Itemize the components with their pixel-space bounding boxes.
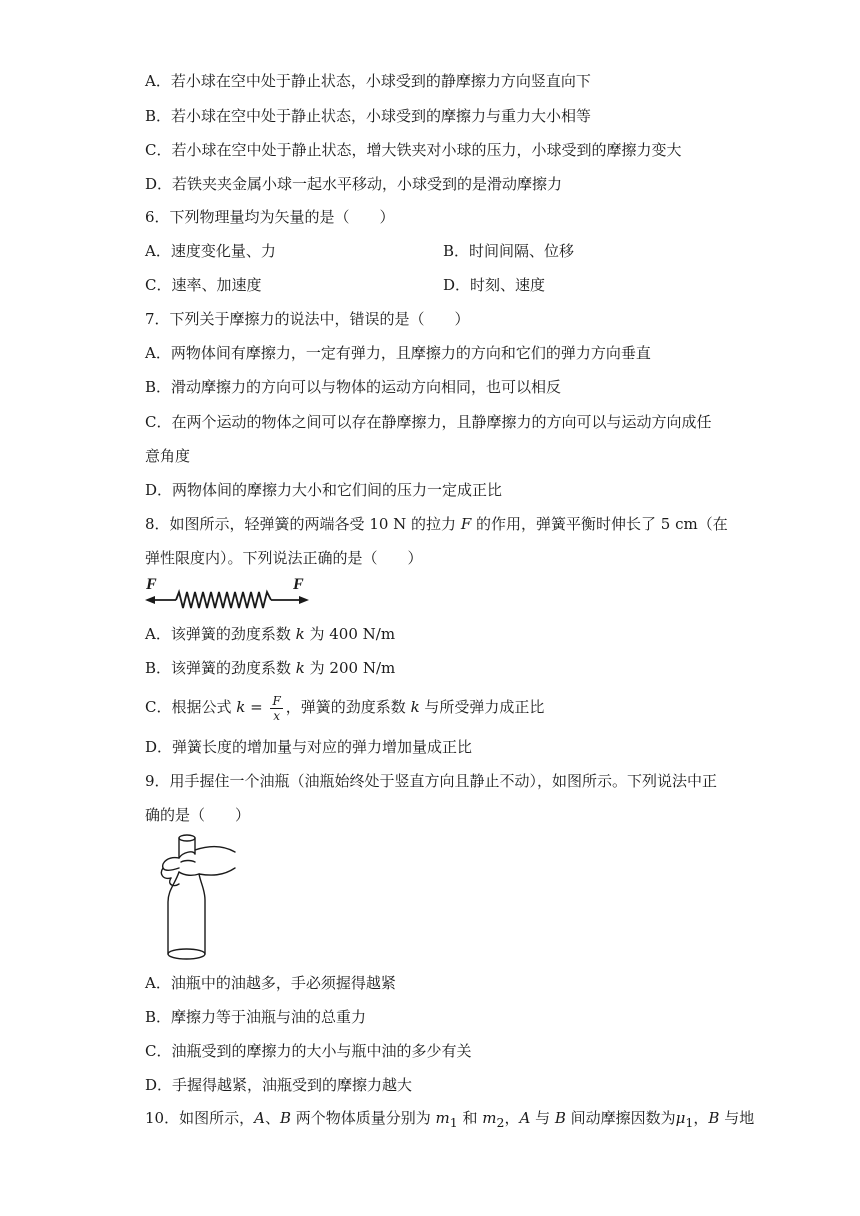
- formula-fraction: $\frac{F}{x}$: [272, 693, 281, 723]
- hand-holding-bottle-icon: [155, 832, 245, 964]
- q8-option-d: D．弹簧长度的增加量与对应的弹力增加量成正比: [145, 738, 473, 756]
- q10-stem-line1: 10．如图所示，A、B 两个物体质量分别为 $m_1$ 和 $m_2$，A 与 B 间动摩擦因数为$\mu_1$，B 与地: [145, 1109, 755, 1130]
- q9-option-d: D．手握得越紧，油瓶受到的摩擦力越大: [145, 1076, 413, 1094]
- q9-stem-line2: 确的是（ ）: [145, 806, 251, 824]
- q6-option-c: C．速率、加速度: [145, 276, 262, 294]
- q5-option-b: B．若小球在空中处于静止状态，小球受到的摩擦力与重力大小相等: [145, 107, 592, 125]
- q8-option-a: A．该弹簧的劲度系数 k 为 400 N/m: [145, 625, 396, 643]
- spring-diagram: [143, 576, 313, 610]
- spring-figure: [143, 576, 313, 610]
- q6-option-b: B．时间间隔、位移: [443, 242, 575, 260]
- arrow-left-icon: [145, 596, 155, 604]
- q8-option-c: C．根据公式 k = $\frac{F}{x}$ ，弹簧的劲度系数 k 与所受弹力成正比: [145, 693, 545, 723]
- q6-option-d: D．时刻、速度: [443, 276, 546, 294]
- q7-option-b: B．滑动摩擦力的方向可以与物体的运动方向相同，也可以相反: [145, 378, 562, 396]
- q7-option-a: A．两物体间有摩擦力，一定有弹力，且摩擦力的方向和它们的弹力方向垂直: [145, 344, 651, 362]
- force-label-left: F: [146, 576, 157, 593]
- q9-option-b: B．摩擦力等于油瓶与油的总重力: [145, 1008, 367, 1026]
- q6-option-a: A．速度变化量、力: [145, 242, 276, 260]
- spring-coil: [176, 592, 271, 608]
- force-label-right: F: [293, 576, 304, 593]
- q8-stem-line1: 8．如图所示，轻弹簧的两端各受 10 N 的拉力 F 的作用，弹簧平衡时伸长了 5 cm（在: [145, 515, 728, 533]
- q9-stem-line1: 9．用手握住一个油瓶（油瓶始终处于竖直方向且静止不动），如图所示。下列说法中正: [145, 772, 718, 790]
- q7-option-c-line2: 意角度: [145, 447, 191, 465]
- q5-option-c: C．若小球在空中处于静止状态，增大铁夹对小球的压力，小球受到的摩擦力变大: [145, 141, 682, 159]
- q7-option-c-line1: C．在两个运动的物体之间可以存在静摩擦力，且静摩擦力的方向可以与运动方向成任: [145, 413, 712, 431]
- q7-option-d: D．两物体间的摩擦力大小和它们间的压力一定成正比: [145, 481, 503, 499]
- q5-option-d: D．若铁夹夹金属小球一起水平移动，小球受到的是滑动摩擦力: [145, 175, 563, 193]
- q8-option-b: B．该弹簧的劲度系数 k 为 200 N/m: [145, 659, 396, 677]
- arrow-right-icon: [299, 596, 309, 604]
- q9-option-c: C．油瓶受到的摩擦力的大小与瓶中油的多少有关: [145, 1042, 472, 1060]
- q9-option-a: A．油瓶中的油越多，手必须握得越紧: [145, 974, 396, 992]
- oil-bottle-figure: [155, 832, 245, 964]
- q6-stem: 6．下列物理量均为矢量的是（ ）: [145, 208, 395, 226]
- q8-stem-line2: 弹性限度内）。下列说法正确的是（ ）: [145, 549, 423, 567]
- q7-stem: 7．下列关于摩擦力的说法中，错误的是（ ）: [145, 310, 470, 328]
- q5-option-a: A．若小球在空中处于静止状态，小球受到的静摩擦力方向竖直向下: [145, 72, 591, 90]
